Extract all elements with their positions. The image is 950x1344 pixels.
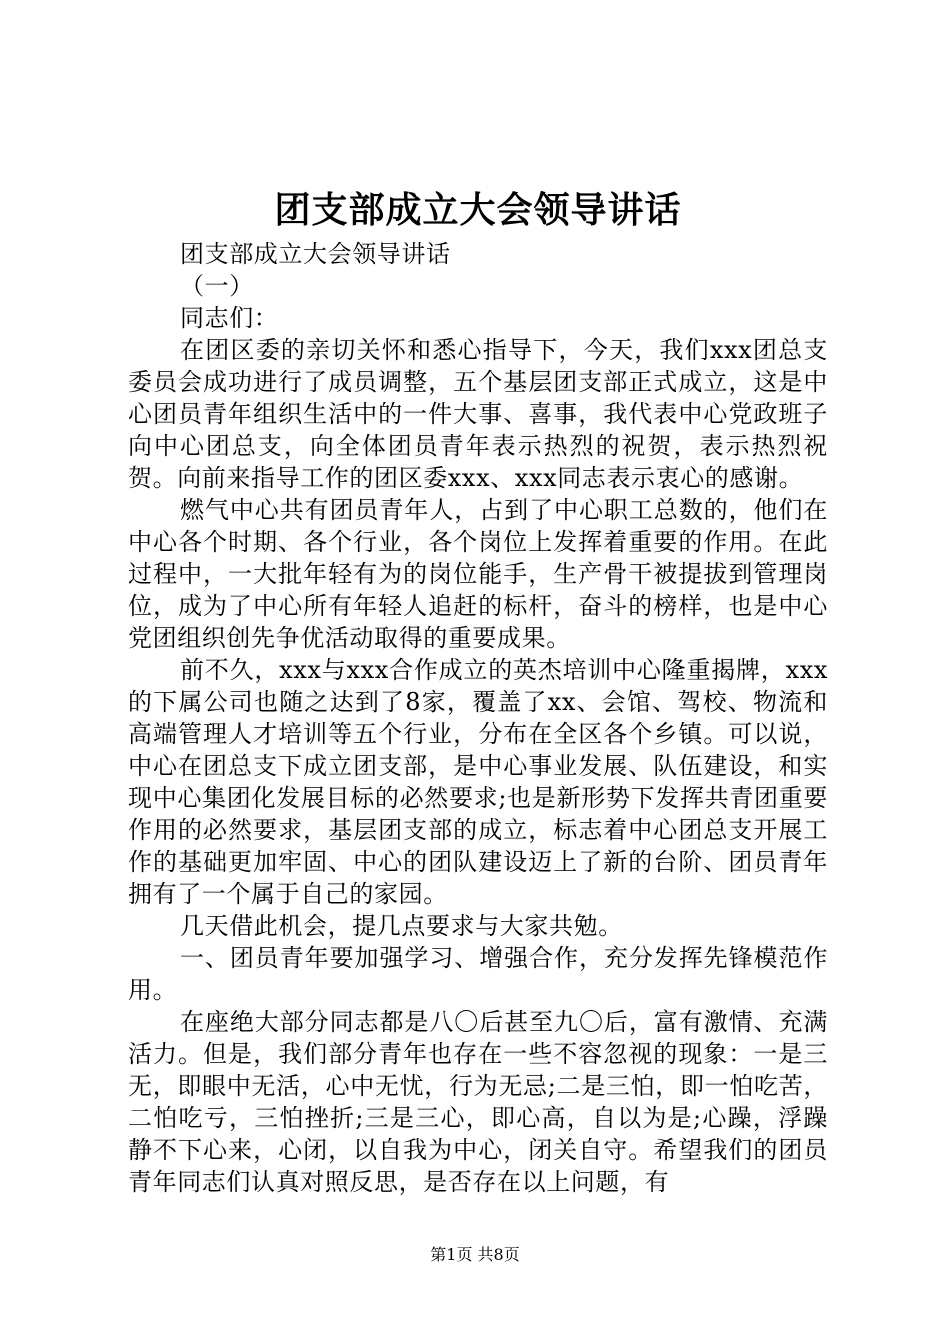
document-page (128, 186, 828, 1198)
body-paragraph: 在座绝大部分同志都是八〇后甚至九〇后，富有激情、充满活力。但是，我们部分青年也存在一些不容忽视的现象：一是三无，即眼中无活，心中无忧，行为无忌;二是三怕，即一怕吃苦，二怕吃亏，三怕挫折;三是三心，即心高，自以为是;心躁，浮躁静不下心来，心闭，以自我为中心，闭关自守。希望我们的团员青年同志们认真对照反思，是否存在以上问题，有 (128, 1008, 828, 1196)
body-paragraph: 几天借此机会，提几点要求与大家共勉。 (180, 912, 623, 940)
page-footer: 第1页 共8页 (430, 1245, 520, 1264)
body-paragraph: 燃气中心共有团员青年人，占到了中心职工总数的，他们在中心各个时期、各个行业，各个岗位上发挥着重要的作用。在此过程中，一大批年轻有为的岗位能手，生产骨干被提拔到管理岗位，成为了中心所有年轻人追赶的标杆，奋斗的榜样，也是中心党团组织创先争优活动取得的重要成果。 (128, 496, 828, 652)
section-number-paragraph: （一） (180, 272, 254, 300)
salutation-paragraph: 同志们： (180, 304, 279, 332)
subtitle-paragraph: 团支部成立大会领导讲话 (180, 240, 451, 268)
heading-paragraph: 一、团员青年要加强学习、增强合作，充分发挥先锋模范作用。 (128, 944, 828, 1004)
body-paragraph: 在团区委的亲切关怀和悉心指导下，今天，我们xxx团总支委员会成功进行了成员调整，五个基层团支部正式成立，这是中心团员青年组织生活中的一件大事、喜事，我代表中心党政班子向中心团总支，向全体团员青年表示热烈的祝贺，表示热烈祝贺。向前来指导工作的团区委xxx、xxx同志表示衷心的感谢。 (128, 336, 828, 492)
body-paragraph: 前不久，xxx与xxx合作成立的英杰培训中心隆重揭牌，xxx的下属公司也随之达到了8家，覆盖了xx、会馆、驾校、物流和高端管理人才培训等五个行业，分布在全区各个乡镇。可以说，中心在团总支下成立团支部，是中心事业发展、队伍建设，和实现中心集团化发展目标的必然要求;也是新形势下发挥共青团重要作用的必然要求，基层团支部的成立，标志着中心团总支开展工作的基础更加牢固、中心的团队建设迈上了新的台阶、团员青年拥有了一个属于自己的家园。 (128, 656, 828, 908)
document-title: 团支部成立大会领导讲话 (274, 189, 682, 231)
